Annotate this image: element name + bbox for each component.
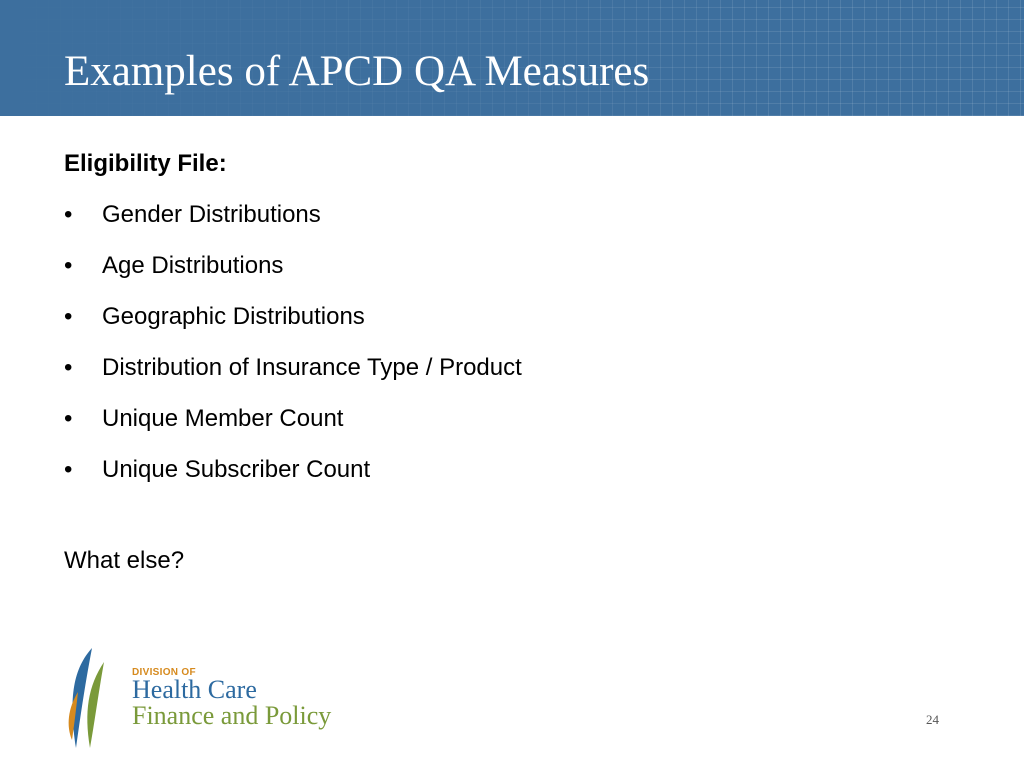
bullet-text: Geographic Distributions — [102, 303, 365, 330]
logo-line-finance-policy: Finance and Policy — [132, 701, 332, 730]
slide-title: Examples of APCD QA Measures — [64, 48, 650, 95]
bullet-text: Distribution of Insurance Type / Product — [102, 354, 522, 381]
organization-logo — [64, 646, 344, 750]
bullet-text: Unique Subscriber Count — [102, 456, 371, 483]
bullet-item — [64, 248, 964, 299]
slide-body — [64, 146, 964, 579]
logo-leaf-icon — [64, 646, 124, 750]
logo-division-label: DIVISION OF — [132, 667, 196, 678]
bullet-item — [64, 299, 964, 350]
bullet-text: Gender Distributions — [102, 201, 321, 228]
bullet-list — [64, 197, 964, 503]
bullet-text: Age Distributions — [102, 252, 284, 279]
bullet-item — [64, 401, 964, 452]
bullet-icon: • — [64, 354, 73, 381]
bullet-item — [64, 197, 964, 248]
page-number: 24 — [926, 712, 939, 727]
bullet-text: Unique Member Count — [102, 405, 344, 432]
bullet-icon: • — [64, 201, 73, 228]
closing-question: What else? — [64, 547, 185, 574]
logo-green-leaf — [87, 662, 104, 748]
bullet-item — [64, 350, 964, 401]
bullet-icon: • — [64, 252, 73, 279]
bullet-icon: • — [64, 405, 73, 432]
bullet-item — [64, 452, 964, 503]
logo-line-health-care: Health Care — [132, 675, 257, 704]
bullet-icon: • — [64, 303, 73, 330]
section-heading: Eligibility File: — [64, 150, 227, 177]
title-banner — [0, 0, 1024, 116]
bullet-icon: • — [64, 456, 73, 483]
